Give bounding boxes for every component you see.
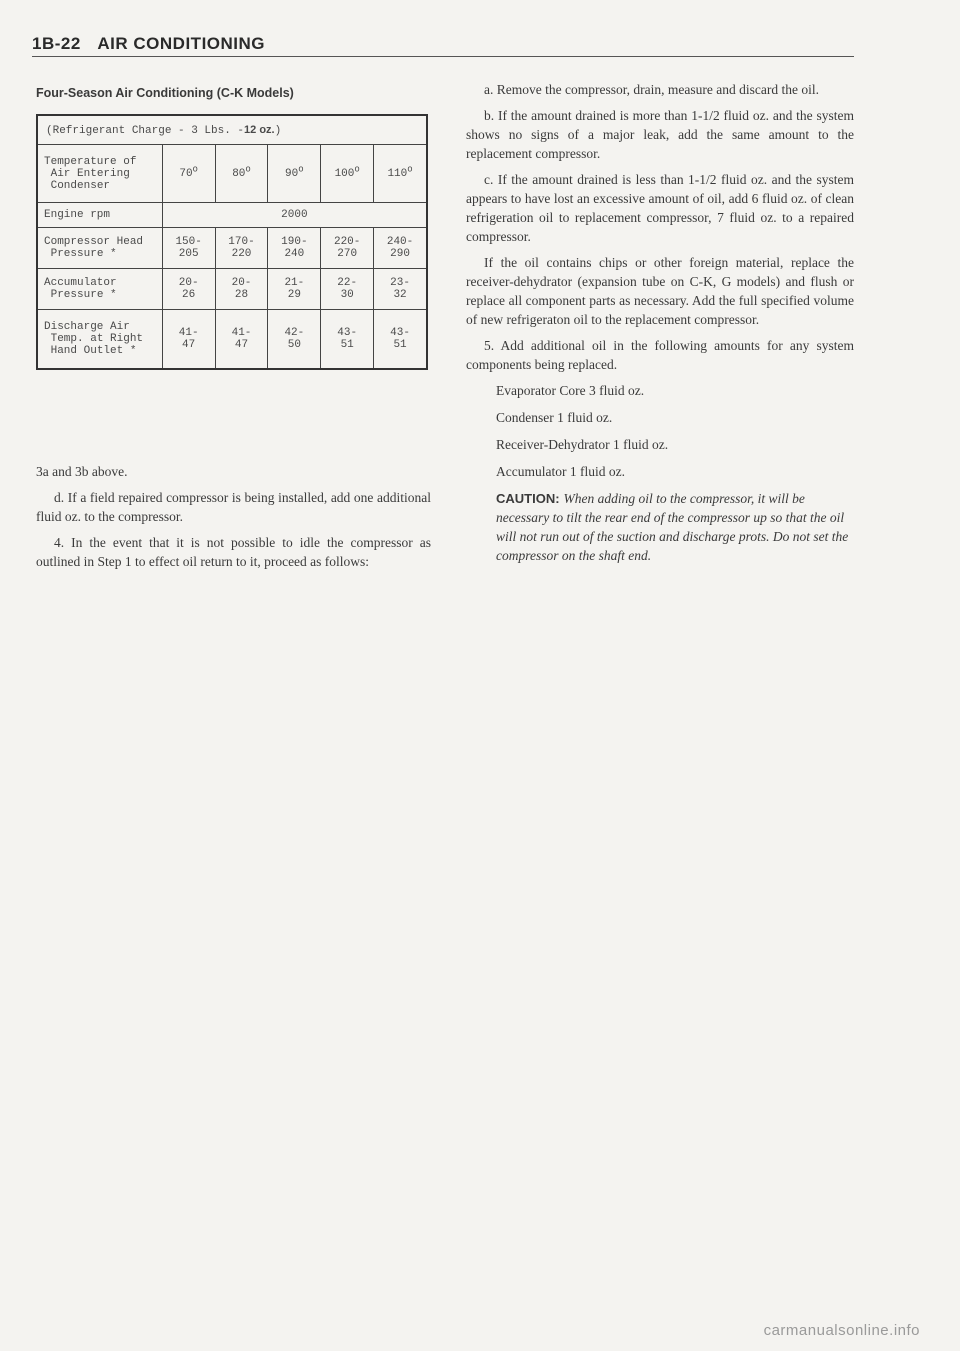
right-column [466, 80, 854, 565]
page-code: 1B-22 [32, 34, 81, 53]
performance-table [36, 114, 428, 370]
value-cell: 150- 205 [162, 227, 215, 268]
list-item: Receiver-Dehydrator 1 fluid oz. [496, 437, 669, 452]
table-row [37, 268, 427, 309]
list-item: Accumulator 1 fluid oz. [496, 464, 625, 479]
page-header [32, 34, 852, 54]
value-cell: 41- 47 [215, 310, 268, 369]
value-cell: 22- 30 [321, 268, 374, 309]
paragraph: a. Remove the compressor, drain, measure and discard the oil. [484, 82, 819, 97]
value-cell: 20- 26 [162, 268, 215, 309]
value-cell: 21- 29 [268, 268, 321, 309]
paragraph: c. If the amount drained is less than 1-1/2 fluid oz. and the system appears to have lost an excessive amount of oil, add 6 fluid oz. of clean refrigeration oil to replacement compressor, 7 fluid oz. to a repaired compressor. [466, 172, 854, 244]
charge-row [37, 115, 427, 145]
list-item: Evaporator Core 3 fluid oz. [496, 383, 645, 398]
row-label: Compressor Head Pressure * [37, 227, 162, 268]
caution-text: When adding oil to the compressor, it will be necessary to tilt the rear end of the compressor up so that the oil will not run out of the suction and discharge prots. Do not set the compressor on the shaft end. [496, 491, 849, 563]
watermark-text: carmanualsonline.info [763, 1322, 920, 1339]
temperature-label: Temperature of Air Entering Condenser [37, 145, 162, 203]
header-rule [32, 56, 854, 57]
temp-cell: 100$^o$ [321, 145, 374, 203]
temperature-row [37, 145, 427, 203]
value-cell: 170- 220 [215, 227, 268, 268]
value-cell: 20- 28 [215, 268, 268, 309]
value-cell: 23- 32 [374, 268, 427, 309]
temp-cell: 110$^o$ [374, 145, 427, 203]
paragraph: d. If a field repaired compressor is being installed, add one additional fluid oz. to the compressor. [36, 490, 431, 524]
value-cell: 220- 270 [321, 227, 374, 268]
rpm-value: 2000 [162, 203, 427, 227]
rpm-label: Engine rpm [37, 203, 162, 227]
table-row [37, 310, 427, 369]
row-label: Discharge Air Temp. at Right Hand Outlet * [37, 310, 162, 369]
table-row [37, 227, 427, 268]
left-column [36, 462, 431, 578]
paragraph: 5. Add additional oil in the following amounts for any system components being replaced. [466, 338, 854, 372]
paragraph: b. If the amount drained is more than 1-1/2 fluid oz. and the system shows no signs of a major leak, add the same amount to the replacement compressor. [466, 108, 854, 161]
list-item: Condenser 1 fluid oz. [496, 410, 613, 425]
paragraph: 3a and 3b above. [36, 464, 128, 479]
value-cell: 43- 51 [374, 310, 427, 369]
value-cell: 43- 51 [321, 310, 374, 369]
rpm-row [37, 203, 427, 227]
temp-cell: 80$^o$ [215, 145, 268, 203]
value-cell: 190- 240 [268, 227, 321, 268]
paragraph: If the oil contains chips or other foreign material, replace the receiver-dehydrator (expansion tube on C-K, G models) and flush or replace all component parts as necessary. Add the full specified volume of new refrigeraton oil to the replacement compressor. [466, 255, 854, 327]
section-title: Four-Season Air Conditioning (C-K Models) [36, 86, 294, 100]
temp-cell: 90$^o$ [268, 145, 321, 203]
value-cell: 240- 290 [374, 227, 427, 268]
refrigerant-charge-cell: (Refrigerant Charge - 3 Lbs. -12 oz.) [37, 115, 427, 145]
value-cell: 41- 47 [162, 310, 215, 369]
row-label: Accumulator Pressure * [37, 268, 162, 309]
caution-label: CAUTION: [496, 491, 560, 506]
value-cell: 42- 50 [268, 310, 321, 369]
caution-note [496, 489, 854, 565]
chapter-title: AIR CONDITIONING [97, 34, 266, 53]
temp-cell: 70$^o$ [162, 145, 215, 203]
paragraph: 4. In the event that it is not possible to idle the compressor as outlined in Step 1 to effect oil return to it, proceed as follows: [36, 535, 431, 569]
